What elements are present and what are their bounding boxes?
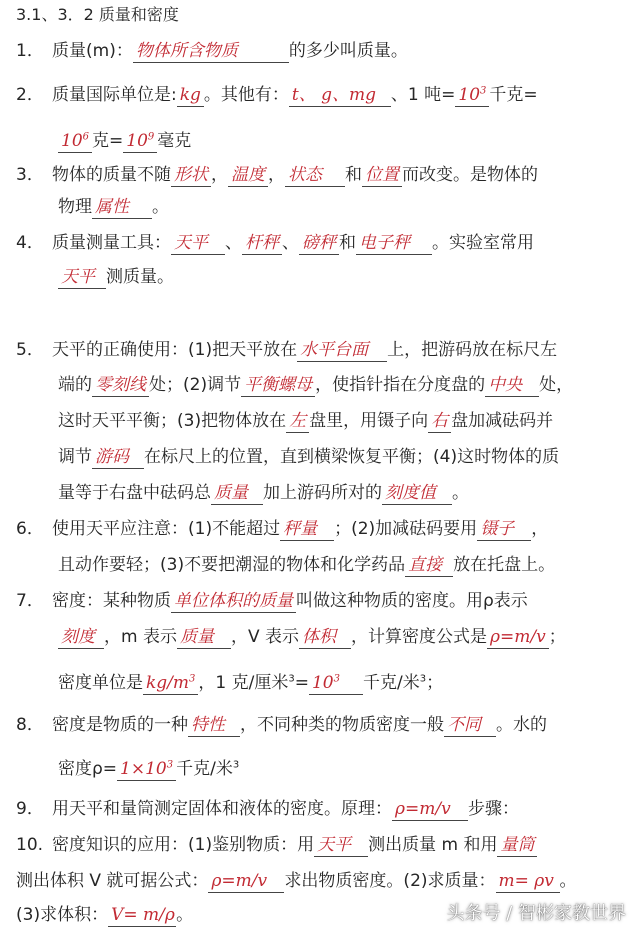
answer-blank: t、 g、mg [289,84,391,107]
text: 步骤： [468,799,519,819]
text: 盘里，用镊子向 [309,411,429,431]
answer-blank: 属性 [92,196,152,219]
answer-blank: ρ=m/v [487,626,549,649]
text: 测出体积 V 就可据公式： [16,871,209,891]
text: 、 [282,233,299,253]
text: 。 [559,871,577,891]
superscript: 3 [480,85,487,97]
text: ， [268,165,285,185]
superscript: 3 [166,759,174,771]
item-5-line-3 [58,408,632,434]
text: 和 [345,165,362,185]
item-1 [16,38,632,64]
answer-blank: 天平 [58,266,106,289]
answer-blank: 质量 [177,626,231,649]
answer-blank [123,130,157,153]
text: 这时天平平衡；(3)把物体放在 [58,411,287,431]
answer-blank: 刻度 [58,626,104,649]
text: 质量(m)： [52,41,133,61]
answer-blank: 磅秤 [299,232,339,255]
answer-blank: 左 [286,410,309,433]
text: 叫做这种物质的密度。用ρ表示 [296,591,528,611]
answer-blank: 秤量 [280,518,334,541]
answer-blank: kg [177,84,204,107]
text: 天平的正确使用：(1)把天平放在 [52,340,298,360]
text: 测质量。 [106,267,174,287]
superscript: 3 [333,673,340,685]
text: ；(2)加减砝码要用 [334,519,478,539]
answer-blank: 温度 [228,164,268,187]
text: 千克/米 [362,673,420,693]
answer-blank: V= m/ρ [108,904,176,927]
text: ，使指针指在分度盘的 [315,375,486,395]
answer-blank: 天平 [314,834,368,857]
item-6-line-2 [58,552,632,578]
item-10-line-1 [16,832,632,858]
answer-blank: 零刻线 [92,374,149,397]
answer-blank: ρ=m/v [392,798,468,821]
text: 放在托盘上。 [453,555,556,575]
text: 端的 [58,375,92,395]
answer-blank: ρ=m/v [208,870,284,893]
answer-blank [58,130,92,153]
text: 。 [152,197,169,217]
answer-text: 10 [311,673,334,693]
text: 密度ρ= [58,759,118,779]
item-8-line-2 [58,756,632,782]
item-number: 10. [16,835,44,855]
item-number: 9． [16,799,44,819]
text: 使用天平应注意：(1)不能超过 [52,519,281,539]
text: 用天平和量筒测定固体和液体的密度。原理： [52,799,392,819]
text: ， [531,519,549,539]
text: 而改变。是物体的 [402,165,538,185]
item-5-line-1 [16,337,632,363]
text: 质量测量工具： [52,233,171,253]
text: 。实验室常用 [432,233,534,253]
text: ，V 表示 [230,627,300,647]
text: 密度：某种物质 [52,591,171,611]
answer-blank: 位置 [362,164,402,187]
answer-blank: 质量 [211,482,263,505]
item-4-line-1 [16,230,632,256]
item-8-line-1 [16,712,632,738]
superscript: 3 [288,673,295,685]
item-3-line-1 [16,162,632,188]
answer-blank: 天平 [171,232,225,255]
superscript: 6 [82,131,90,143]
text: 。水的 [496,715,547,735]
item-2-line-2 [58,128,632,154]
answer-blank: 直接 [405,554,453,577]
text: 密度是物质的一种 [52,715,188,735]
text: 物理 [58,197,92,217]
item-number: 2． [16,85,44,105]
answer-blank [143,672,198,695]
superscript: 3 [419,673,427,685]
answer-text: 10 [458,85,481,105]
text: 毫克 [157,131,192,151]
item-7-line-1 [16,588,632,614]
text: 密度知识的应用：(1)鉴别物质：用 [52,835,315,855]
superscript: 3 [232,759,240,771]
answer-blank: 电子秤 [356,232,432,255]
text: = [294,673,309,693]
answer-text: 1×10 [120,759,167,779]
superscript: 3 [189,673,196,685]
item-6-line-1 [16,516,632,542]
answer-blank: 平衡螺母 [241,374,315,397]
answer-text: 10 [126,131,148,151]
item-5-line-4 [58,444,632,470]
text: 、1 吨= [390,85,456,105]
text: ； [548,627,566,647]
text: ； [426,673,444,693]
item-3-line-2 [58,194,632,220]
text: 。其他有： [203,85,289,105]
answer-blank: 游码 [92,446,144,469]
superscript: 9 [147,131,155,143]
answer-blank: 量筒 [497,834,537,857]
text: 质量国际单位是: [52,85,177,105]
text: 在标尺上的位置，直到横梁恢复平衡；(4)这时物体的质 [144,447,560,467]
answer-blank: 状态 [285,164,345,187]
answer-blank: 刻度值 [382,482,452,505]
answer-blank [117,758,176,781]
text: 。 [176,905,194,925]
text: 调节 [58,447,92,467]
text: 千克/米 [176,759,233,779]
item-4-line-2 [58,264,632,290]
text: ，m 表示 [104,627,177,647]
item-number: 5． [16,340,44,360]
text: ， [211,165,228,185]
text: 和 [339,233,356,253]
answer-blank: 杆秤 [242,232,282,255]
item-7-line-3 [58,670,632,696]
answer-blank: 中央 [485,374,539,397]
answer-blank [455,84,489,107]
item-9 [16,796,632,822]
item-number: 8． [16,715,44,735]
text: (3)求体积： [16,905,109,925]
text: 。 [452,483,469,503]
item-number: 6． [16,519,44,539]
text: 量等于右盘中砝码总 [58,483,211,503]
item-number: 1． [16,41,44,61]
answer-blank: 物体所含物质 [133,40,289,63]
text: 处；(2)调节 [149,375,242,395]
item-7-line-2 [58,624,632,650]
answer-blank [309,672,363,695]
item-number: 7． [16,591,44,611]
text: 且动作要轻；(3)不要把潮湿的物体和化学药品 [58,555,406,575]
answer-blank: 镊子 [477,518,531,541]
text: ，1 克/厘米 [198,673,289,693]
text: 盘加减砝码并 [451,411,554,431]
answer-blank: 体积 [299,626,351,649]
text: 求出物质密度。(2)求质量： [284,871,496,891]
text: ，不同种类的物质密度一般 [240,715,444,735]
text: 加上游码所对的 [263,483,382,503]
answer-blank: 右 [428,410,451,433]
item-10-line-2 [16,868,632,894]
answer-blank: 形状 [171,164,211,187]
text: 处， [539,375,574,395]
text: 测出质量 m 和用 [368,835,498,855]
text: 密度单位是 [58,673,143,693]
answer-blank: 单位体积的质量 [171,590,296,613]
text: 物体的质量不随 [52,165,171,185]
text: ，计算密度公式是 [351,627,488,647]
answer-text: 10 [61,131,83,151]
answer-blank: 不同 [444,714,496,737]
text: 上，把游码放在标尺左 [387,340,558,360]
answer-blank: 水平台面 [297,339,387,362]
item-5-line-5 [58,480,632,506]
answer-blank: m= ρv [496,870,560,893]
text: 、 [225,233,242,253]
answer-text: kg/m [146,673,190,693]
item-5-line-2 [58,372,632,398]
text: 千克= [489,85,538,105]
text: 的多少叫质量。 [288,41,408,61]
section-title: 3.1、3．2 质量和密度 [16,5,179,24]
item-2-line-1 [16,82,632,108]
watermark: 头条号 / 智彬家教世界 [446,903,626,924]
text: 克= [92,131,124,151]
answer-blank: 特性 [188,714,240,737]
item-number: 4． [16,233,44,253]
item-number: 3． [16,165,44,185]
